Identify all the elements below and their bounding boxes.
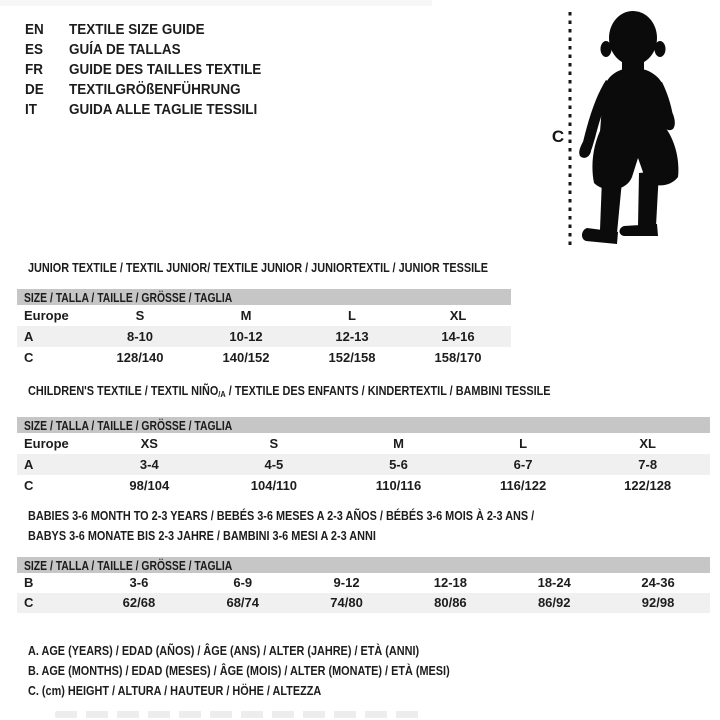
cell-value: 12-18 [433,575,468,590]
language-guide-title: GUIDE DES TAILLES TEXTILE [69,62,262,78]
language-code: FR [25,62,43,78]
cell-value: 18-24 [537,575,571,590]
language-code: DE [25,82,44,98]
legend-line: B. AGE (MONTHS) / EDAD (MESES) / ÂGE (MOIS) / ALTER (MONATE) / ETÀ (MESI) [28,664,450,678]
table-row-europe [17,305,511,326]
table-row-a [17,326,511,347]
silhouette-ear-left [601,41,612,57]
language-row [25,60,276,80]
section-title [28,506,720,546]
cell-value: 68/74 [226,595,260,610]
language-list [25,20,276,120]
size-table-header-bar [17,289,511,305]
legend [28,641,513,701]
child-height-figure [520,0,720,260]
table-row-a [17,454,710,475]
cell-value: S [269,436,279,451]
cell-value: S [135,308,145,323]
title-text: CHILDREN'S TEXTILE / TEXTIL NIÑO [28,384,219,398]
top-crop-artifact [0,0,432,6]
legend-line: A. AGE (YEARS) / EDAD (AÑOS) / ÂGE (ANS) / ALTER (JAHRE) / ETÀ (ANNI) [28,644,420,658]
size-table-header-bar [17,557,710,573]
section-babies-textile [0,506,720,613]
section-title [28,381,720,404]
silhouette-ear-right [655,41,666,57]
cell-value: 14-16 [441,329,475,344]
section-title [28,258,720,278]
cell-value: 80/86 [434,595,467,610]
language-row [25,100,276,120]
title-text: / TEXTILE DES ENFANTS / KINDERTEXTIL / BAMBINI TESSILE [225,384,551,398]
cell-value: 152/158 [328,350,376,365]
language-code: IT [25,102,37,118]
table-row-europe [17,433,710,454]
row-label: B [24,575,34,590]
cell-value: XL [639,436,656,451]
size-table [17,557,710,613]
table-row-c [17,593,710,613]
language-row [25,80,276,100]
cell-value: 128/140 [116,350,164,365]
bottom-crop-artifact [55,711,427,718]
cell-value: M [393,436,404,451]
table-row-c [17,475,710,496]
figure-svg [520,0,720,260]
cell-value: L [348,308,356,323]
toddler-silhouette [579,11,678,244]
row-label: C [24,478,34,493]
silhouette-leg-left [600,178,622,233]
silhouette-leg-right [638,171,659,226]
cell-value: M [240,308,252,323]
section-junior-textile [0,258,720,368]
section-title-line [28,506,630,526]
cell-value: 3-6 [129,575,149,590]
silhouette-foot-right [620,224,659,236]
cell-value: XS [140,436,158,451]
size-table [17,417,710,496]
language-guide-title: TEXTILE SIZE GUIDE [69,22,205,38]
table-row-b [17,573,710,593]
size-table-header-text: SIZE / TALLA / TAILLE / GRÖSSE / TAGLIA [24,559,233,573]
size-table-header-text: SIZE / TALLA / TAILLE / GRÖSSE / TAGLIA [24,291,233,305]
cell-value: 110/116 [375,478,422,493]
section-title-line [28,526,630,546]
cell-value: 6-7 [513,457,533,472]
size-table-header-bar [17,417,710,433]
cell-value: 4-5 [264,457,284,472]
cell-value: 7-8 [638,457,658,472]
cell-value: 122/128 [624,478,672,493]
cell-value: 104/110 [250,478,298,493]
silhouette-torso [600,68,666,132]
cell-value: 6-9 [233,575,253,590]
legend-line: C. (cm) HEIGHT / ALTURA / HAUTEUR / HÖHE / ALTEZZA [28,684,322,698]
cell-value: L [519,436,528,451]
cell-value: 98/104 [129,478,170,493]
cell-value: XL [449,308,467,323]
section-childrens-textile [0,381,720,496]
cell-value: 92/98 [641,595,675,610]
cell-value: 158/170 [434,350,482,365]
cell-value: 8-10 [126,329,154,344]
language-guide-title: GUÍA DE TALLAS [69,42,181,58]
cell-value: 140/152 [222,350,270,365]
row-label: C [24,595,34,610]
language-guide-title: GUIDA ALLE TAGLIE TESSILI [69,102,258,118]
language-code: ES [25,42,43,58]
row-label: C [24,350,34,365]
section-title-line [28,258,630,278]
title-text: JUNIOR TEXTILE / TEXTIL JUNIOR/ TEXTILE JUNIOR / JUNIORTEXTIL / JUNIOR TESSILE [28,261,489,275]
height-measure-label: C [551,127,565,146]
language-row [25,40,276,60]
title-text: BABYS 3-6 MONATE BIS 2-3 JAHRE / BAMBINI 3-6 MESI A 2-3 ANNI [28,529,376,543]
row-label: Europe [24,436,69,451]
cell-value: 3-4 [139,457,159,472]
cell-value: 9-12 [333,575,360,590]
size-table-header-text: SIZE / TALLA / TAILLE / GRÖSSE / TAGLIA [24,419,233,433]
cell-value: 10-12 [229,329,263,344]
cell-value: 12-13 [335,329,369,344]
table-row-c [17,347,511,368]
row-label: Europe [24,308,69,323]
title-text: BABIES 3-6 MONTH TO 2-3 YEARS / BEBÉS 3-6 MESES A 2-3 AÑOS / BÉBÉS 3-6 MOIS À 2-3 ANS / [28,509,535,523]
cell-value: 116/122 [499,478,547,493]
language-guide-title: TEXTILGRÖßENFÜHRUNG [69,82,241,98]
size-table [17,289,511,368]
language-code: EN [25,22,44,38]
title-subscript: /A [218,389,226,399]
row-label: A [24,329,34,344]
cell-value: 24-36 [641,575,675,590]
cell-value: 5-6 [389,457,408,472]
cell-value: 74/80 [330,595,363,610]
row-label: A [24,457,34,472]
cell-value: 86/92 [537,595,571,610]
section-title-line [28,381,630,404]
cell-value: 62/68 [122,595,156,610]
language-row [25,20,276,40]
